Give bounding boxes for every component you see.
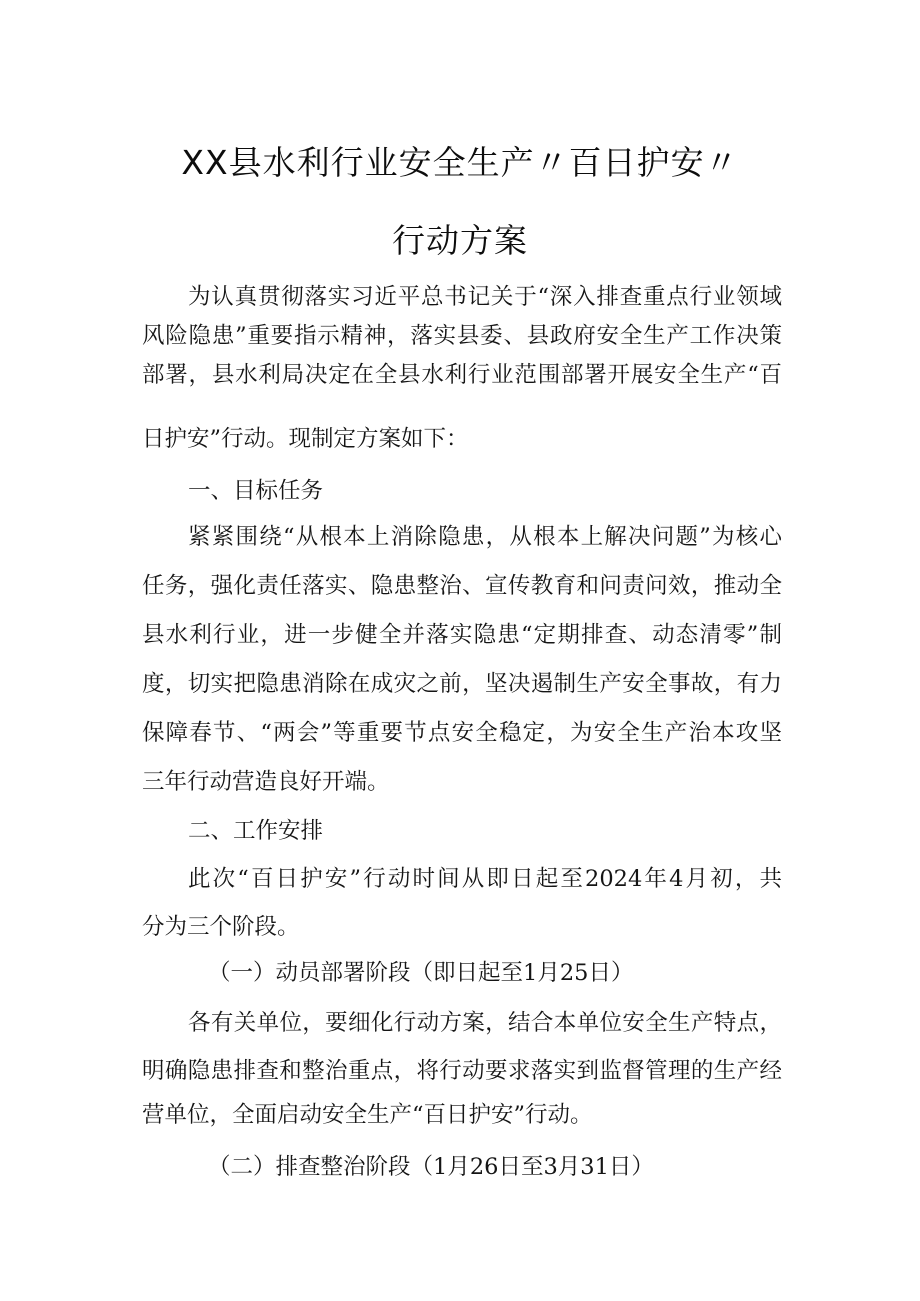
intro-line-2: 风险隐患”重要指示精神，落实县委、县政府安全生产工作决策 (142, 323, 782, 349)
phase-1-line-2: 明确隐患排查和整治重点，将行动要求落实到监督管理的生产经 (142, 1058, 782, 1084)
phase-1-line-3: 营单位，全面启动安全生产“百日护安”行动。 (142, 1102, 593, 1128)
section-1-line-5: 保障春节、“两会”等重要节点安全稳定，为安全生产治本攻坚 (142, 720, 782, 746)
phase-2-heading: （二）排查整治阶段（1月26日至3月31日） (208, 1154, 654, 1180)
section-2-line-2: 分为三个阶段。 (142, 914, 300, 940)
section-1-heading: 一、目标任务 (188, 478, 324, 504)
intro-line-3: 部署，县水利局决定在全县水利行业范围部署开展安全生产“百 (142, 362, 782, 388)
document-title-line-1: XX县水利行业安全生产〃百日护安〃 (181, 143, 739, 182)
section-1-line-4: 度，切实把隐患消除在成灾之前，坚决遏制生产安全事故，有力 (142, 671, 782, 697)
section-1-line-3: 县水利行业，进一步健全并落实隐患“定期排查、动态清零”制 (142, 622, 782, 648)
section-2-heading: 二、工作安排 (188, 818, 324, 844)
document-title-line-2: 行动方案 (392, 221, 528, 260)
intro-line-1: 为认真贯彻落实习近平总书记关于“深入排查重点行业领域 (188, 284, 782, 310)
section-1-line-2: 任务，强化责任落实、隐患整治、宣传教育和问责问效，推动全 (142, 573, 782, 599)
section-1-line-6: 三年行动营造良好开端。 (142, 769, 390, 795)
section-2-line-1: 此次“百日护安”行动时间从即日起至2024年4月初，共 (188, 866, 782, 892)
phase-1-heading: （一）动员部署阶段（即日起至1月25日） (208, 960, 634, 986)
section-1-line-1: 紧紧围绕“从根本上消除隐患，从根本上解决问题”为核心 (188, 524, 782, 550)
intro-line-4: 日护安”行动。现制定方案如下： (142, 426, 469, 452)
phase-1-line-1: 各有关单位，要细化行动方案，结合本单位安全生产特点， (188, 1010, 782, 1036)
